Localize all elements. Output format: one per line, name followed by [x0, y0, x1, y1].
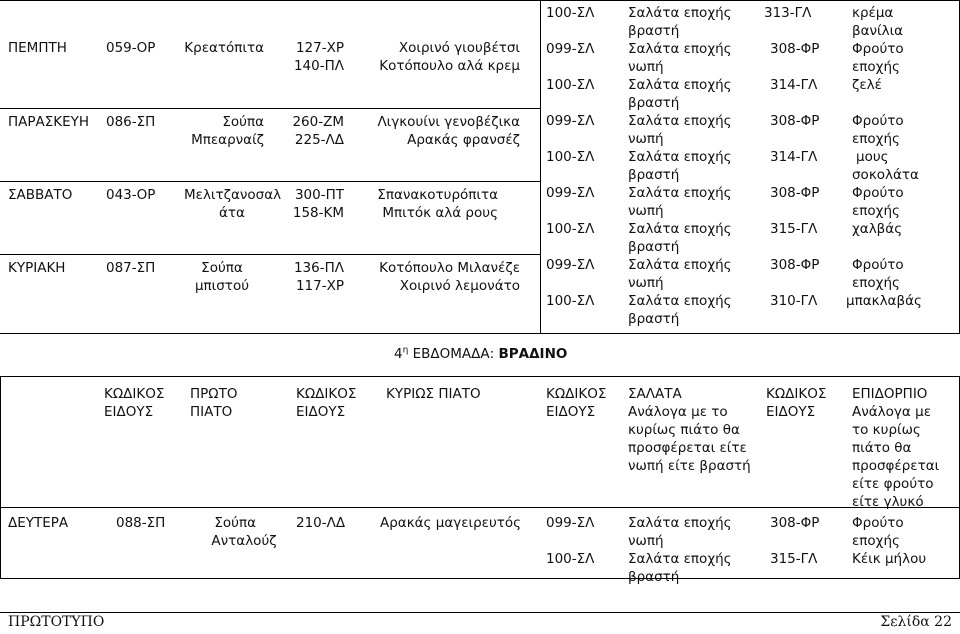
dessert-code: 313-ΓΛ — [764, 5, 812, 21]
main-code: 127-ΧΡ — [295, 40, 344, 56]
salad-code: 100-ΣΛ — [546, 551, 595, 567]
header-dessert-note: προσφέρεται — [852, 458, 940, 474]
dessert-detail: σοκολάτα — [852, 167, 919, 183]
salad-name: Σαλάτα εποχής — [628, 257, 732, 273]
salad-type: βραστή — [628, 95, 680, 111]
salad-code: 099-ΣΛ — [546, 515, 595, 531]
main-dish: Αρακάς φρανσέζ — [407, 132, 520, 148]
header-code: ΕΙΔΟΥΣ — [104, 404, 154, 420]
dessert-code: 315-ΓΛ — [770, 221, 818, 237]
main-code: 260-ΖΜ — [292, 114, 344, 130]
salad-code: 099-ΣΛ — [546, 41, 595, 57]
dessert-name: χαλβάς — [852, 221, 903, 237]
dessert-code: 314-ΓΛ — [770, 149, 818, 165]
first-dish: Κρεατόπιτα — [184, 40, 264, 56]
header-salad-note: νωπή είτε βραστή — [628, 458, 751, 474]
header-salad-note: Ανάλογα με το — [628, 404, 728, 420]
first-dish: Ανταλούζ — [211, 533, 277, 549]
salad-name: Σαλάτα εποχής — [628, 41, 732, 57]
salad-code: 100-ΣΛ — [546, 221, 595, 237]
first-dish: Σούπα — [222, 114, 264, 130]
salad-name: Σαλάτα εποχής — [628, 515, 732, 531]
salad-type: νωπή — [628, 275, 664, 291]
salad-code: 100-ΣΛ — [546, 293, 595, 309]
salad-name: Σαλάτα εποχής — [628, 293, 732, 309]
header-code: ΚΩΔΙΚΟΣ — [296, 386, 357, 402]
header-dessert: ΕΠΙΔΟΡΠΙΟ — [852, 386, 928, 402]
header-salad: ΣΑΛΑΤΑ — [628, 386, 682, 402]
dessert-detail: εποχής — [852, 275, 900, 291]
first-code: 059-ΟΡ — [106, 40, 156, 56]
salad-type: βραστή — [628, 311, 680, 327]
main-dish: Κοτόπουλο αλά κρεμ — [379, 58, 520, 74]
dessert-name: ζελέ — [852, 77, 882, 93]
first-dish: Σούπα — [214, 515, 256, 531]
salad-type: βραστή — [628, 239, 680, 255]
dessert-name: μπακλαβάς — [846, 293, 922, 309]
footer-divider — [0, 612, 960, 613]
main-code: 140-ΠΛ — [293, 58, 344, 74]
main-dish: Μπιτόκ αλά ρους — [382, 205, 498, 221]
header-first-course: ΠΡΩΤΟ — [190, 386, 238, 402]
header-dessert-note: Ανάλογα με — [852, 404, 931, 420]
salad-type: βραστή — [628, 23, 680, 39]
main-dish: Κοτόπουλο Μιλανέζε — [379, 260, 520, 276]
salad-type: νωπή — [628, 533, 664, 549]
dessert-detail: εποχής — [852, 59, 900, 75]
main-code: 210-ΛΔ — [296, 515, 346, 531]
salad-type: βραστή — [628, 167, 680, 183]
day-label: ΠΑΡΑΣΚΕΥΗ — [8, 114, 90, 130]
dessert-name: Φρούτο — [852, 113, 904, 129]
salad-type: νωπή — [628, 59, 664, 75]
header-dessert-note: είτε γλυκό — [852, 494, 924, 510]
header-code: ΕΙΔΟΥΣ — [766, 404, 816, 420]
first-code: 087-ΣΠ — [106, 260, 156, 276]
main-dish: Χοιρινό λεμονάτο — [399, 278, 520, 294]
first-code: 043-ΟΡ — [106, 187, 156, 203]
salad-type: βραστή — [628, 569, 680, 585]
header-first-course: ΠΙΑΤΟ — [190, 404, 233, 420]
dessert-name: κρέμα — [852, 5, 894, 21]
main-code: 225-ΛΔ — [294, 132, 344, 148]
salad-name: Σαλάτα εποχής — [628, 221, 732, 237]
main-code: 300-ΠΤ — [294, 187, 344, 203]
first-dish: Μπεαρναίζ — [191, 132, 264, 148]
header-dessert-note: είτε φρούτο — [852, 476, 934, 492]
header-main-course: ΚΥΡΙΩΣ ΠΙΑΤΟ — [386, 386, 481, 402]
salad-code: 099-ΣΛ — [546, 113, 595, 129]
main-code: 117-ΧΡ — [295, 278, 344, 294]
page-number: Σελίδα 22 — [880, 614, 952, 630]
header-code: ΚΩΔΙΚΟΣ — [546, 386, 607, 402]
header-dessert-note: το κυρίως — [852, 422, 921, 438]
first-dish: Σούπα — [201, 260, 243, 276]
header-code: ΕΙΔΟΥΣ — [546, 404, 596, 420]
dessert-code: 308-ΦΡ — [770, 515, 820, 531]
dessert-code: 308-ΦΡ — [770, 41, 820, 57]
header-code: ΚΩΔΙΚΟΣ — [104, 386, 165, 402]
salad-name: Σαλάτα εποχής — [628, 113, 732, 129]
salad-name: Σαλάτα εποχής — [628, 5, 732, 21]
salad-type: νωπή — [628, 203, 664, 219]
main-dish: Σπανακοτυρόπιτα — [377, 187, 498, 203]
salad-code: 100-ΣΛ — [546, 5, 595, 21]
week-number: 4 — [394, 346, 403, 362]
dessert-code: 310-ΓΛ — [770, 293, 818, 309]
dessert-code: 308-ΦΡ — [770, 257, 820, 273]
dessert-name: Κέικ μήλου — [852, 551, 927, 567]
salad-code: 100-ΣΛ — [546, 77, 595, 93]
salad-name: Σαλάτα εποχής — [628, 149, 732, 165]
footer-label: ΠΡΩΤΟΤΥΠΟ — [8, 614, 105, 630]
first-dish: άτα — [219, 205, 245, 221]
salad-name: Σαλάτα εποχής — [628, 551, 732, 567]
dessert-name: Φρούτο — [852, 257, 904, 273]
day-label: ΚΥΡΙΑΚΗ — [8, 260, 66, 276]
salad-code: 100-ΣΛ — [546, 149, 595, 165]
salad-code: 099-ΣΛ — [546, 185, 595, 201]
salad-code: 099-ΣΛ — [546, 257, 595, 273]
dessert-code: 314-ΓΛ — [770, 77, 818, 93]
dessert-name: Φρούτο — [852, 185, 904, 201]
dessert-detail: βανίλια — [852, 23, 904, 39]
header-code: ΕΙΔΟΥΣ — [296, 404, 346, 420]
day-label: ΔΕΥΤΕΡΑ — [8, 515, 69, 531]
header-dessert-note: πιάτο θα — [852, 440, 912, 456]
main-code: 136-ΠΛ — [293, 260, 344, 276]
dessert-name: Φρούτο — [852, 515, 904, 531]
main-dish: Λιγκουίνι γενοβέζικα — [377, 114, 520, 130]
main-dish: Χοιρινό γιουβέτσι — [398, 40, 520, 56]
dessert-detail: εποχής — [852, 203, 900, 219]
week-ordinal: η — [402, 345, 409, 356]
day-label: ΠΕΜΠΤΗ — [8, 40, 67, 56]
meal-label: ΒΡΑΔΙΝΟ — [498, 346, 568, 362]
dessert-name: μους — [856, 149, 889, 165]
dessert-code: 308-ΦΡ — [770, 113, 820, 129]
week-section-title — [394, 346, 567, 364]
day-label: ΣΑΒΒΑΤΟ — [8, 187, 73, 203]
dessert-detail: εποχής — [852, 131, 900, 147]
dessert-code: 308-ΦΡ — [770, 185, 820, 201]
salad-name: Σαλάτα εποχής — [628, 77, 732, 93]
dessert-code: 315-ΓΛ — [770, 551, 818, 567]
dessert-name: Φρούτο — [852, 41, 904, 57]
week-label: ΕΒΔΟΜΑΔΑ: — [412, 346, 499, 362]
header-code: ΚΩΔΙΚΟΣ — [766, 386, 827, 402]
main-dish: Αρακάς μαγειρευτός — [380, 515, 522, 531]
first-code: 086-ΣΠ — [106, 114, 156, 130]
salad-type: νωπή — [628, 131, 664, 147]
first-dish: μπιστού — [194, 278, 250, 294]
first-code: 088-ΣΠ — [116, 515, 166, 531]
header-salad-note: προσφέρεται είτε — [628, 440, 747, 456]
header-salad-note: κυρίως πιάτο θα — [628, 422, 740, 438]
salad-name: Σαλάτα εποχής — [628, 185, 732, 201]
first-dish: Μελιτζανοσαλ — [184, 187, 282, 203]
dessert-detail: εποχής — [852, 533, 900, 549]
main-code: 158-ΚΜ — [292, 205, 344, 221]
